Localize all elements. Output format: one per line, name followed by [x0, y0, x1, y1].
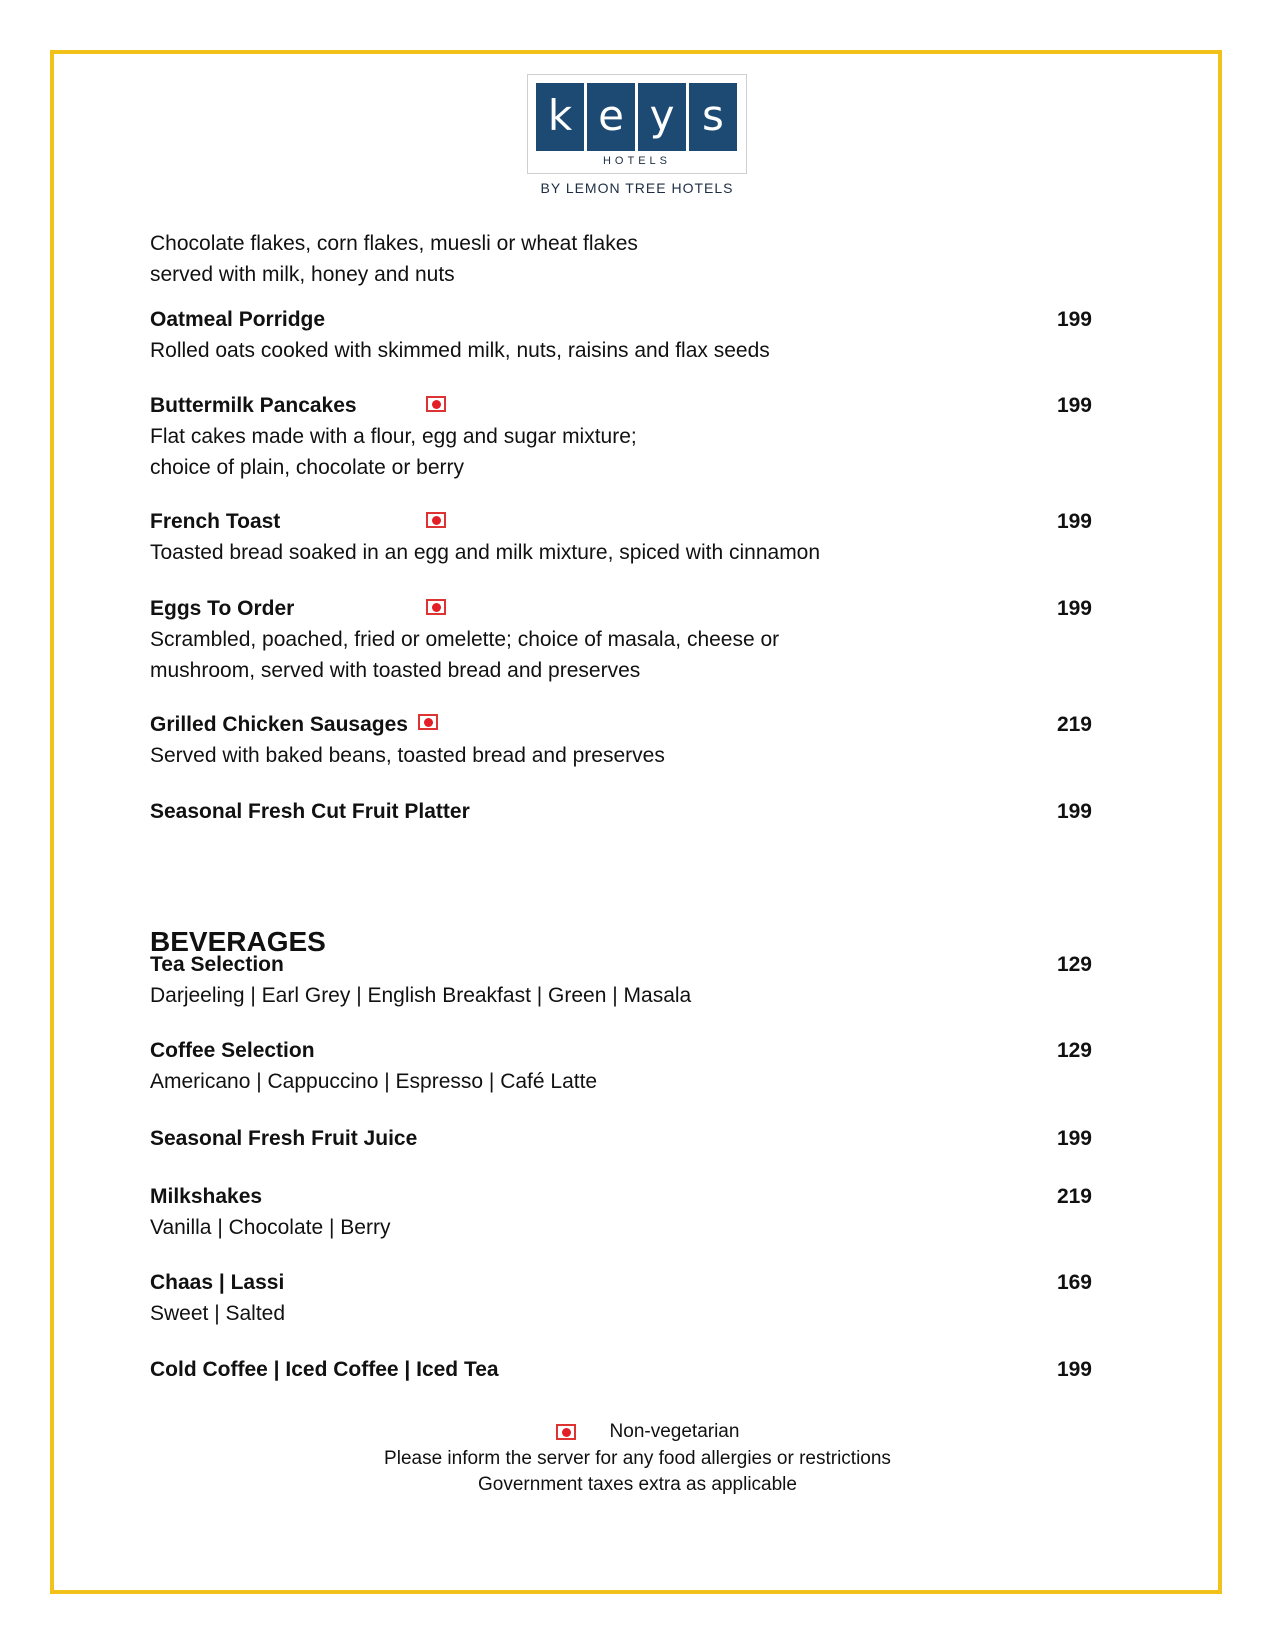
menu-item-eggs-to-order [150, 594, 1092, 686]
item-name: French Toast [150, 510, 281, 533]
menu-item-buttermilk-pancakes [150, 391, 1092, 483]
legend-label: Non-vegetarian [609, 1421, 740, 1442]
item-name: Oatmeal Porridge [150, 308, 326, 331]
item-price: 169 [1056, 1271, 1092, 1294]
menu-item-grilled-chicken-sausages [150, 710, 1092, 771]
cereal-description [150, 228, 638, 290]
item-name: Tea Selection [150, 953, 284, 976]
item-name: Milkshakes [150, 1185, 263, 1208]
menu-item-coffee-selection [150, 1036, 1092, 1097]
allergy-notice: Please inform the server for any food allergies or restrictions [384, 1448, 891, 1469]
item-name: Chaas | Lassi [150, 1271, 285, 1294]
item-description: Scrambled, poached, fried or omelette; choice of masala, cheese or [150, 628, 780, 651]
item-name: Eggs To Order [150, 597, 295, 620]
logo-letter-k: k [536, 83, 584, 151]
item-description: Toasted bread soaked in an egg and milk mixture, spiced with cinnamon [150, 541, 821, 564]
logo-letters [536, 83, 737, 151]
menu-item-milkshakes [150, 1182, 1092, 1243]
menu-item-oatmeal-porridge [150, 305, 1092, 366]
item-description: Vanilla | Chocolate | Berry [150, 1216, 391, 1239]
item-description: Rolled oats cooked with skimmed milk, nuts, raisins and flax seeds [150, 339, 770, 362]
item-description: Sweet | Salted [150, 1302, 286, 1325]
item-price: 199 [1056, 1358, 1092, 1381]
item-price: 129 [1056, 1039, 1092, 1062]
item-description: Flat cakes made with a flour, egg and sugar mixture; [150, 425, 637, 448]
tax-notice: Government taxes extra as applicable [478, 1474, 797, 1495]
intro-line-1: Chocolate flakes, corn flakes, muesli or wheat flakes [150, 232, 638, 255]
item-description: Americano | Cappuccino | Espresso | Café Latte [150, 1070, 598, 1093]
item-name: Buttermilk Pancakes [150, 394, 357, 417]
item-name: Coffee Selection [150, 1039, 315, 1062]
item-price: 199 [1056, 597, 1092, 620]
non-veg-icon [418, 714, 438, 730]
logo-subtitle: HOTELS [602, 155, 671, 167]
logo-letter-s: s [689, 83, 737, 151]
item-price: 199 [1056, 308, 1092, 331]
section-title-beverages: BEVERAGES [150, 926, 326, 957]
menu-item-chaas-lassi [150, 1268, 1092, 1329]
menu-item-fruit-juice [150, 1124, 1092, 1154]
intro-line-2: served with milk, honey and nuts [150, 263, 455, 286]
item-price: 199 [1056, 394, 1092, 417]
item-price: 199 [1056, 510, 1092, 533]
non-veg-icon [426, 512, 446, 528]
item-price: 199 [1056, 1127, 1092, 1150]
item-description: Served with baked beans, toasted bread and preserves [150, 744, 665, 767]
item-price: 219 [1056, 713, 1092, 736]
item-name: Grilled Chicken Sausages [150, 713, 408, 736]
non-veg-icon [426, 599, 446, 615]
logo-letter-y: y [638, 83, 686, 151]
item-price: 219 [1056, 1185, 1092, 1208]
item-name: Cold Coffee | Iced Coffee | Iced Tea [150, 1358, 499, 1381]
item-price: 199 [1056, 800, 1092, 823]
logo-letter-e: e [587, 83, 635, 151]
menu-item-cold-coffee [150, 1355, 1092, 1385]
item-name: Seasonal Fresh Cut Fruit Platter [150, 800, 470, 823]
item-description: mushroom, served with toasted bread and preserves [150, 659, 641, 682]
item-description: choice of plain, chocolate or berry [150, 456, 465, 479]
item-price: 129 [1056, 953, 1092, 976]
item-name: Seasonal Fresh Fruit Juice [150, 1127, 418, 1150]
logo-tagline: BY LEMON TREE HOTELS [540, 180, 734, 196]
item-description: Darjeeling | Earl Grey | English Breakfast | Green | Masala [150, 984, 692, 1007]
non-veg-icon [426, 396, 446, 412]
menu-item-french-toast [150, 507, 1092, 568]
menu-item-fruit-platter [150, 797, 1092, 827]
menu-item-tea-selection [150, 950, 1092, 1011]
keys-hotels-logo [527, 74, 747, 174]
